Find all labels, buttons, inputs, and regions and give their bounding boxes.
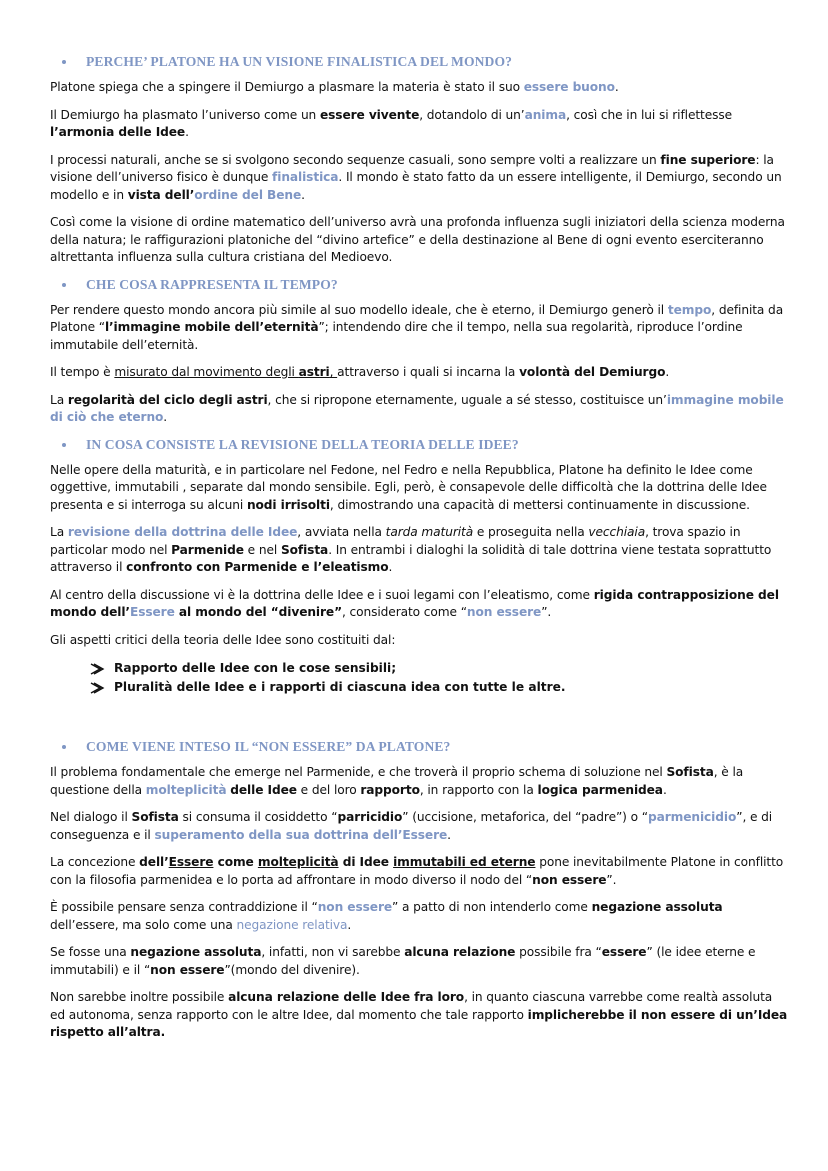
section-heading bbox=[50, 437, 788, 453]
paragraph: Nel dialogo il Sofista si consuma il cosiddetto “parricidio” (uccisione, metaforica, del “padre”) o “parmenicidio”, e di conseguenza e il superamento della sua dottrina dell’Essere. bbox=[50, 810, 773, 842]
paragraph: Il Demiurgo ha plasmato l’universo come un essere vivente, dotandolo di un’anima, così che in lui si riflettesse l’armonia delle Idee. bbox=[50, 107, 732, 139]
paragraph: Platone spiega che a spingere il Demiurgo a plasmare la materia è stato il suo essere buono. bbox=[50, 80, 619, 94]
arrow-right-icon bbox=[88, 682, 108, 694]
arrow-right-icon bbox=[88, 663, 108, 675]
section-heading-text: CHE COSA RAPPRESENTA IL TEMPO? bbox=[86, 276, 338, 292]
section-heading-text: IN COSA CONSISTE LA REVISIONE DELLA TEORIA DELLE IDEE? bbox=[86, 436, 519, 452]
paragraph: I processi naturali, anche se si svolgono secondo sequenze casuali, sono sempre volti a realizzare un fine superiore: la visione dell’universo fisico è dunque finalistica. Il mondo è stato fatto da un essere intelligente, il Demiurgo, secondo un modello e in vista dell’ordine del Bene. bbox=[50, 152, 782, 202]
paragraph: Gli aspetti critici della teoria delle Idee sono costituiti dal: bbox=[50, 632, 396, 647]
paragraph: La concezione dell’Essere come molteplicità di Idee immutabili ed eterne pone inevitabilmente Platone in conflitto con la filosofia parmenidea e lo porta ad affrontare in modo diverso il nodo del “non essere”. bbox=[50, 855, 784, 887]
paragraph: La revisione della dottrina delle Idee, avviata nella tarda maturità e proseguita nella vecchiaia, trova spazio in particolar modo nel Parmenide e nel Sofista. In entrambi i dialoghi la solidità di tale dottrina viene testata soprattutto attraverso il confronto con Parmenide e l’eleatismo. bbox=[50, 525, 772, 574]
paragraph: Così come la visione di ordine matematico dell’universo avrà una profonda influenza sugli iniziatori della scienza moderna della natura; le raffigurazioni platoniche del “divino artefice” e della destinazione al Bene di ogni evento eserciteranno altrettanta influenza sulla cultura cristiana del Medioevo. bbox=[50, 215, 785, 264]
section-heading-text: PERCHE’ PLATONE HA UN VISIONE FINALISTICA DEL MONDO? bbox=[86, 54, 513, 69]
bullet-dot-icon bbox=[62, 283, 66, 287]
section-heading bbox=[50, 739, 788, 755]
paragraph: Per rendere questo mondo ancora più simile al suo modello ideale, che è eterno, il Demiurgo generò il tempo, definita da Platone “l’immagine mobile dell’eternità”; intendendo dire che il tempo, nella sua regolarità, riproduce l’ordine immutabile dell’eternità. bbox=[50, 302, 784, 352]
paragraph: Al centro della discussione vi è la dottrina delle Idee e i suoi legami con l’eleatismo, come rigida contrapposizione del mondo dell’Essere al mondo del “divenire”, considerato come “non essere”. bbox=[50, 587, 779, 619]
paragraph: Il tempo è misurato dal movimento degli astri, attraverso i quali si incarna la volontà del Demiurgo. bbox=[50, 365, 670, 379]
section-heading-text: COME VIENE INTESO IL “NON ESSERE” DA PLATONE? bbox=[86, 739, 451, 754]
section-heading bbox=[50, 54, 788, 70]
section-heading bbox=[50, 277, 788, 293]
paragraph: Se fosse una negazione assoluta, infatti, non vi sarebbe alcuna relazione possibile fra “essere” (le idee eterne e immutabili) e il “non essere”(mondo del divenire). bbox=[50, 945, 756, 977]
paragraph: Il problema fondamentale che emerge nel Parmenide, e che troverà il proprio schema di soluzione nel Sofista, è la questione della molteplicità delle Idee e del loro rapporto, in rapporto con la logica parmenidea. bbox=[50, 765, 744, 797]
bullet-dot-icon bbox=[62, 443, 66, 447]
list-item: Pluralità delle Idee e i rapporti di ciascuna idea con tutte le altre. bbox=[88, 678, 788, 697]
list-item: Rapporto delle Idee con le cose sensibili; bbox=[88, 659, 788, 678]
paragraph: Nelle opere della maturità, e in particolare nel Fedone, nel Fedro e nella Repubblica, Platone ha definito le Idee come oggettive, immutabili , separate dal mondo sensibile. Egli, però, è consapevole delle difficoltà che la dottrina delle Idee presenta e si interroga su alcuni nodi irrisolti, dimostrando una capacità di mettersi continuamente in discussione. bbox=[50, 462, 767, 512]
bullet-list bbox=[50, 659, 788, 697]
bullet-dot-icon bbox=[62, 745, 66, 749]
paragraph: La regolarità del ciclo degli astri, che si ripropone eternamente, uguale a sé stesso, costituisce un’immagine mobile di ciò che eterno. bbox=[50, 392, 784, 424]
bullet-dot-icon bbox=[62, 60, 66, 64]
paragraph: Non sarebbe inoltre possibile alcuna relazione delle Idee fra loro, in quanto ciascuna varrebbe come realtà assoluta ed autonoma, senza rapporto con le altre Idee, dal momento che tale rapporto implicherebbe il non essere di un’Idea rispetto all’altra. bbox=[50, 990, 788, 1039]
paragraph: È possibile pensare senza contraddizione il “non essere” a patto di non intenderlo come negazione assoluta dell’essere, ma solo come una negazione relativa. bbox=[50, 900, 723, 932]
